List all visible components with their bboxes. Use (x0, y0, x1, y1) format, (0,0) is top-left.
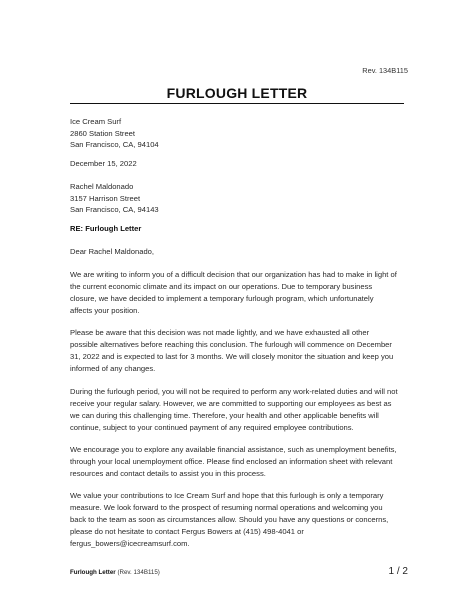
paragraph-line: back to the team as soon as circumstances allow. Should you have any questions or concerns, (70, 514, 389, 524)
body-paragraph-5 (70, 490, 410, 550)
paragraph-line: continue, subject to your continued payment of any required employee contributions. (70, 422, 354, 432)
paragraph-line: resources and contact details to assist you in this process. (70, 468, 266, 478)
sender-name: Ice Cream Surf (70, 117, 122, 126)
sender-city-line: San Francisco, CA, 94104 (70, 140, 159, 150)
footer-document-label (70, 569, 160, 576)
salutation-block (70, 246, 408, 258)
body-paragraph-2 (70, 327, 410, 375)
paragraph-line: please do not hesitate to contact Fergus Bowers at (415) 498-4041 or (70, 526, 304, 536)
paragraph-line: measure. We look forward to the prospect of resuming normal operations and welcoming you (70, 502, 383, 512)
recipient-name: Rachel Maldonado (70, 182, 134, 191)
paragraph-line: receive your regular salary. However, we are committed to supporting our employees as best as (70, 398, 392, 408)
letter-date: December 15, 2022 (70, 159, 137, 168)
paragraph-line: 31, 2022 and is expected to last for 3 months. We will closely monitor the situation and keep you (70, 351, 394, 361)
paragraph-line: through your local unemployment office. Please find enclosed an information sheet with relevant (70, 456, 393, 466)
page-indicator: 1 / 2 (388, 566, 408, 577)
page-title: FURLOUGH LETTER (166, 85, 308, 101)
body-paragraph-1 (70, 269, 410, 317)
paragraph-line: We encourage you to explore any available financial assistance, such as unemployment benefits, (70, 445, 397, 454)
revision-number: Rev. 134B115 (362, 66, 408, 75)
paragraph-line: We value your contributions to Ice Cream Surf and hope that this furlough is only a temporary (70, 491, 384, 500)
subject-line: RE: Furlough Letter (70, 224, 142, 233)
paragraph-line: Please be aware that this decision was not made lightly, and we have exhausted all other (70, 328, 370, 337)
recipient-city-line: San Francisco, CA, 94143 (70, 205, 159, 215)
paragraph-line: possible alternatives before reaching this conclusion. The furlough will commence on December (70, 339, 392, 349)
recipient-street: 3157 Harrison Street (70, 193, 141, 203)
paragraph-line: we can during this challenging time. Therefore, your health and other applicable benefits will (70, 410, 379, 420)
paragraph-line: affects your position. (70, 305, 140, 315)
sender-street: 2860 Station Street (70, 128, 136, 138)
subject-line-block (70, 223, 408, 235)
paragraph-line: informed of any changes. (70, 363, 156, 373)
recipient-address (70, 181, 408, 216)
footer-doc-name: Furlough Letter (70, 569, 116, 576)
salutation: Dear Rachel Maldonado, (70, 247, 155, 256)
paragraph-line: We are writing to inform you of a difficult decision that our organization has had to make in light of (70, 270, 397, 279)
letter-date-block (70, 158, 408, 170)
body-paragraph-4 (70, 444, 410, 480)
title-underline (70, 103, 404, 104)
paragraph-line: fergus_bowers@icecreamsurf.com. (70, 538, 190, 548)
body-paragraph-3 (70, 386, 410, 434)
paragraph-line: During the furlough period, you will not be required to perform any work-related duties and will not (70, 387, 398, 396)
paragraph-line: the current economic climate and its impact on our operations. Due to temporary business (70, 281, 373, 291)
paragraph-line: closure, we have decided to implement a temporary furlough program, which unfortunately (70, 293, 374, 303)
sender-address (70, 116, 408, 151)
footer-doc-rev: (Rev. 134B115) (117, 569, 160, 576)
